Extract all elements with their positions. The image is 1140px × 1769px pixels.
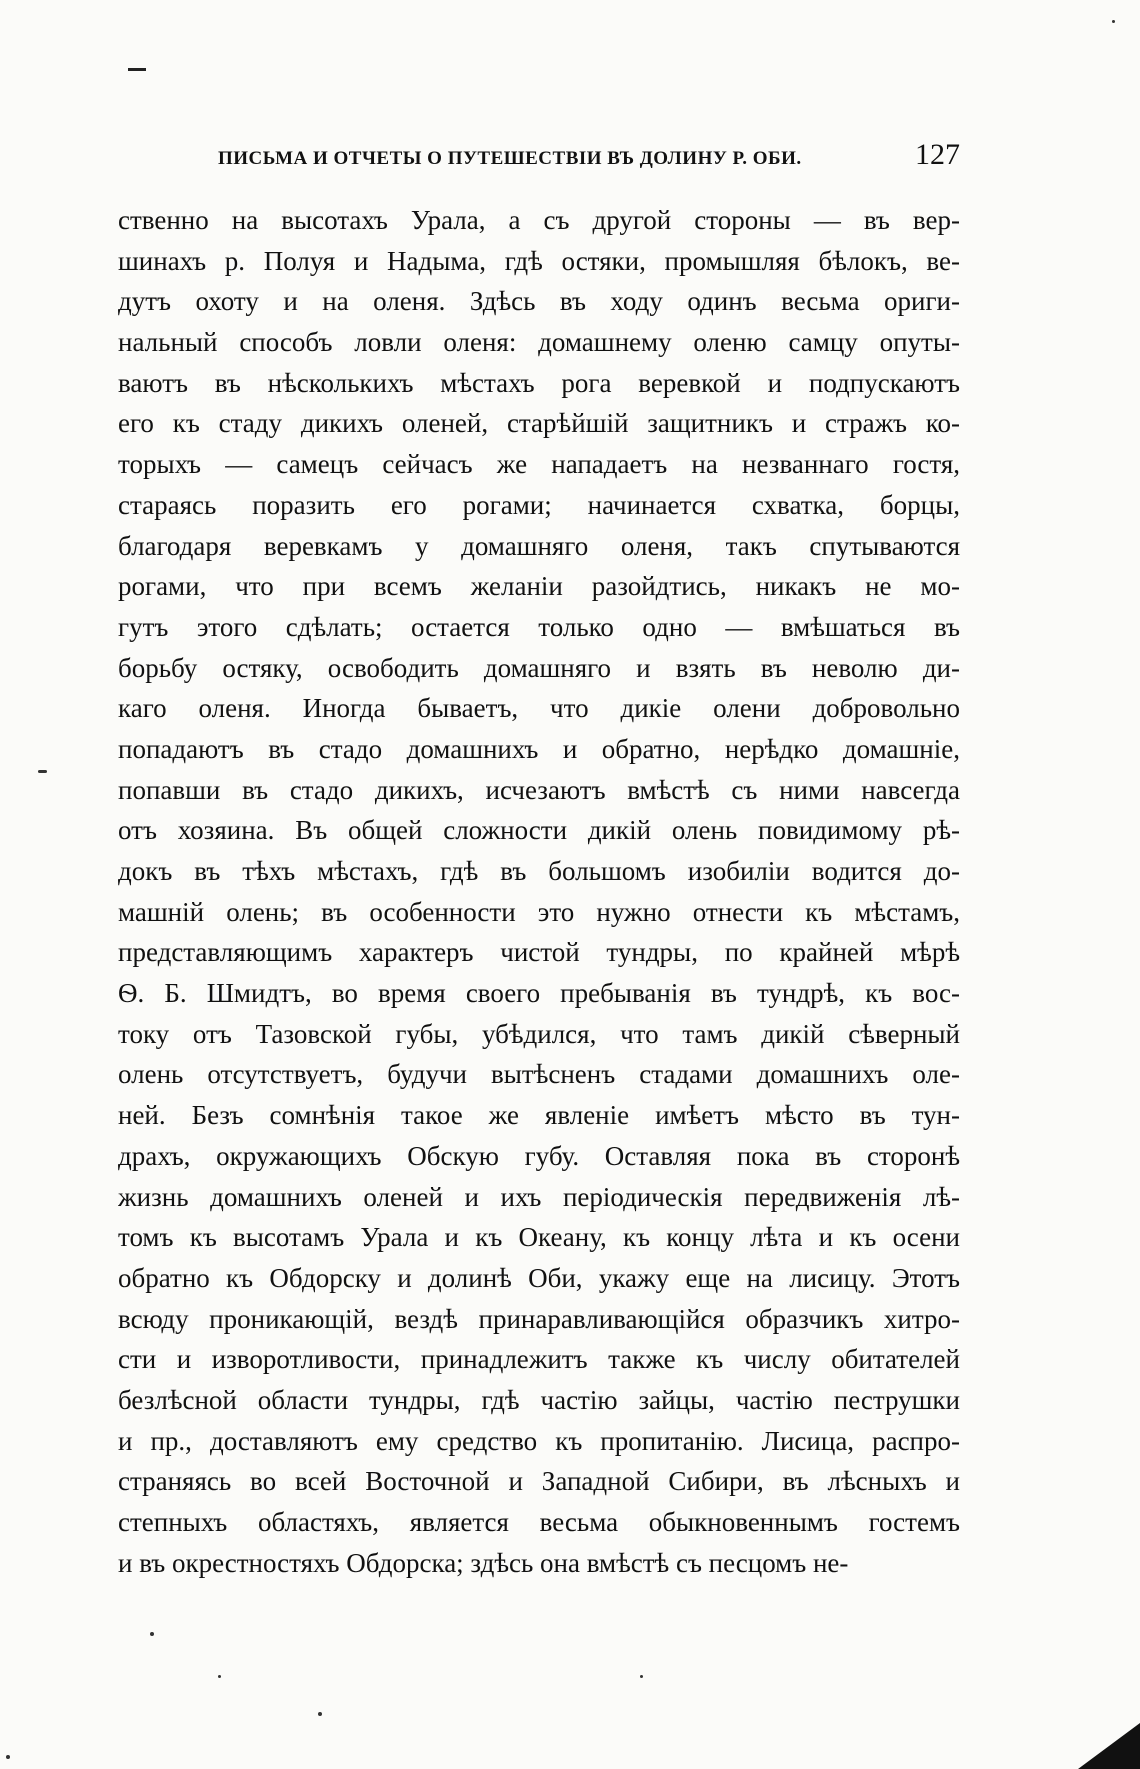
text-line: обратно къ Обдорску и долинѣ Оби, укажу еще на лисицу. Этотъ [118, 1262, 960, 1293]
text-line: его къ стаду дикихъ оленей, старѣйшій защитникъ и стражъ ко- [118, 408, 960, 439]
text-line: рогами, что при всемъ желаніи разойдтись, никакъ не мо- [118, 571, 960, 602]
scan-corner-mark [1078, 1723, 1140, 1769]
text-line: гутъ этого сдѣлать; остается только одно — вмѣшаться въ [118, 611, 960, 642]
text-line: степныхъ областяхъ, является весьма обыкновеннымъ гостемъ [118, 1507, 960, 1537]
text-line: всюду проникающій, вездѣ принаравливающійся образчикъ хитро- [118, 1303, 960, 1334]
text-line: жизнь домашнихъ оленей и ихъ періодическія передвиженія лѣ- [118, 1181, 960, 1212]
scan-speck [1112, 20, 1115, 23]
scan-speck [150, 1632, 154, 1636]
text-line: току отъ Тазовской губы, убѣдился, что тамъ дикій сѣверный [118, 1018, 960, 1049]
scan-speck [640, 1675, 643, 1678]
text-line: Ѳ. Б. Шмидтъ, во время своего пребыванія въ тундрѣ, къ вос- [118, 978, 960, 1009]
page-header [218, 138, 960, 178]
scan-speck [6, 1755, 10, 1759]
text-line: сти и изворотливости, принадлежитъ также къ числу обитателей [118, 1344, 960, 1375]
text-line: драхъ, окружающихъ Обскую губу. Оставляя пока въ сторонѣ [118, 1140, 960, 1171]
text-line: страняясь во всей Восточной и Западной Сибири, въ лѣсныхъ и [118, 1466, 960, 1497]
text-line: борьбу остяку, освободить домашняго и взять въ неволю ди- [118, 652, 960, 683]
text-line: отъ хозяина. Въ общей сложности дикій олень повидимому рѣ- [118, 815, 960, 846]
text-line: докъ въ тѣхъ мѣстахъ, гдѣ въ большомъ изобиліи водится до- [118, 856, 960, 886]
page-number: 127 [915, 138, 960, 171]
text-line: ваютъ въ нѣсколькихъ мѣстахъ рога веревкой и подпускаютъ [118, 367, 960, 398]
scan-speck [218, 1675, 221, 1678]
text-line: ней. Безъ сомнѣнія такое же явленіе имѣетъ мѣсто въ тун- [118, 1100, 960, 1131]
text-line: стараясь поразить его рогами; начинается схватка, борцы, [118, 489, 960, 520]
text-line: безлѣсной области тундры, гдѣ частію зайцы, частію пеструшки [118, 1384, 960, 1415]
margin-dash-mark [128, 68, 146, 71]
text-line: шинахъ р. Полуя и Надыма, гдѣ остяки, промышляя бѣлокъ, ве- [118, 245, 960, 276]
text-line: олень отсутствуетъ, будучи вытѣсненъ стадами домашнихъ оле- [118, 1059, 960, 1090]
text-line: и пр., доставляютъ ему средство къ пропитанію. Лисица, распро- [118, 1425, 960, 1456]
text-line: машній олень; въ особенности это нужно отнести къ мѣстамъ, [118, 896, 960, 927]
body-text [118, 200, 960, 1583]
scan-speck [38, 770, 47, 773]
text-line: каго оленя. Иногда бываетъ, что дикіе олени добровольно [118, 693, 960, 724]
text-line: представляющимъ характеръ чистой тундры, по крайней мѣрѣ [118, 937, 960, 968]
text-line: попадаютъ въ стадо домашнихъ и обратно, нерѣдко домашніе, [118, 733, 960, 764]
text-line: томъ къ высотамъ Урала и къ Океану, къ концу лѣта и къ осени [118, 1222, 960, 1253]
text-line: благодаря веревкамъ у домашняго оленя, такъ спутываются [118, 530, 960, 561]
text-line: торыхъ — самецъ сейчасъ же нападаетъ на незваннаго гостя, [118, 449, 960, 480]
running-head: ПИСЬМА И ОТЧЕТЫ О ПУТЕШЕСТВІИ ВЪ ДОЛИНУ Р. ОБИ. [218, 148, 802, 169]
text-line: и въ окрестностяхъ Обдорска; здѣсь она вмѣстѣ съ песцомъ не- [118, 1547, 849, 1578]
scan-speck [318, 1712, 322, 1716]
text-line: дутъ охоту и на оленя. Здѣсь въ ходу одинъ весьма ориги- [118, 286, 960, 317]
text-line: нальный способъ ловли оленя: домашнему оленю самцу опуты- [118, 327, 960, 358]
text-line: попавши въ стадо дикихъ, исчезаютъ вмѣстѣ съ ними навсегда [118, 774, 960, 805]
text-line: ственно на высотахъ Урала, а съ другой стороны — въ вер- [118, 205, 960, 235]
